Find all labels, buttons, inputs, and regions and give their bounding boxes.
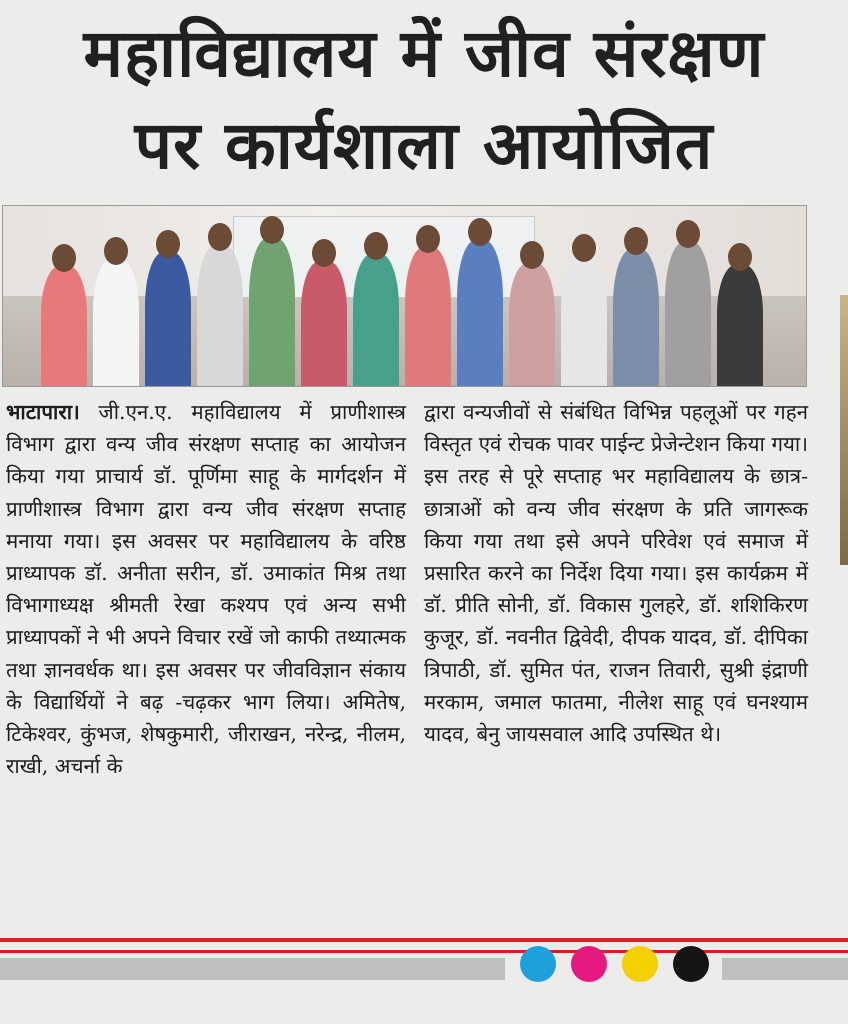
photo-person	[613, 249, 659, 386]
registration-dot-cyan	[520, 946, 556, 982]
photo-person-head	[104, 237, 128, 265]
photo-person-head	[520, 241, 544, 269]
dateline: भाटापारा।	[6, 400, 80, 424]
group-photo	[2, 205, 807, 387]
photo-person-head	[572, 234, 596, 262]
photo-person-head	[624, 227, 648, 255]
photo-person-head	[52, 244, 76, 272]
article-column-1	[6, 396, 406, 782]
red-rule-top	[0, 938, 848, 942]
photo-person-head	[208, 223, 232, 251]
adjacent-photo-edge	[840, 295, 848, 565]
gray-band-left	[0, 958, 505, 980]
headline-line-1: महाविद्यालय में जीव संरक्षण	[83, 15, 765, 92]
photo-person	[41, 266, 87, 386]
article-column-2	[424, 396, 808, 750]
photo-person	[93, 259, 139, 386]
photo-person-head	[728, 243, 752, 271]
photo-person	[509, 263, 555, 386]
photo-person	[457, 240, 503, 386]
photo-person-head	[416, 225, 440, 253]
headline-line-2: पर कार्यशाला आयोजित	[134, 107, 714, 184]
photo-person	[665, 242, 711, 386]
photo-person-head	[156, 230, 180, 258]
photo-person	[249, 238, 295, 386]
photo-person-head	[676, 220, 700, 248]
registration-dot-magenta	[571, 946, 607, 982]
gray-band-right	[722, 958, 848, 980]
photo-person	[405, 247, 451, 386]
red-rule-bottom	[0, 950, 848, 953]
photo-person-head	[260, 216, 284, 244]
photo-person	[717, 265, 763, 386]
photo-person	[197, 245, 243, 386]
column-1-text: जी.एन.ए. महाविद्यालय में प्राणीशास्त्र विभाग द्वारा वन्य जीव संरक्षण सप्ताह का आयोजन किया गया प्राचार्य डॉ. पूर्णिमा साहू के मार्गदर्शन में प्राणीशास्त्र विभाग द्वारा वन्य जीव संरक्षण सप्ताह मनाया गया। इस अवसर पर महाविद्यालय के वरिष्ठ प्राध्यापक डॉ. अनीता सरीन, डॉ. उमाकांत मिश्र तथा विभागाध्यक्ष श्रीमती रेखा कश्यप एवं अन्य सभी प्राध्यापकों ने भी अपने विचार रखें जो काफी तथ्यात्मक तथा ज्ञानवर्धक था। इस अवसर पर जीवविज्ञान संकाय के विद्यार्थियों ने बढ़ -चढ़कर भाग लिया। अमितेष, टिकेश्वर, कुंभज, शेषकुमारी, जीराखन, नरेन्द्र, नीलम, राखी, अचर्ना के	[6, 400, 406, 779]
photo-person-head	[364, 232, 388, 260]
photo-person	[301, 261, 347, 386]
photo-person	[561, 256, 607, 386]
registration-dot-yellow	[622, 946, 658, 982]
registration-dot-black	[673, 946, 709, 982]
headline	[0, 8, 848, 192]
column-2-text: द्वारा वन्यजीवों से संबंधित विभिन्न पहलूओं पर गहन विस्तृत एवं रोचक पावर पाईन्ट प्रेजेन्टेशन किया गया। इस तरह से पूरे सप्ताह भर महाविद्यालय के छात्र-छात्राओं को वन्य जीव संरक्षण के प्रति जागरूक किया गया तथा इसे अपने परिवेश एवं समाज में प्रसारित करने का निर्देश दिया गया। इस कार्यक्रम में डॉ. प्रीति सोनी, डॉ. विकास गुलहरे, डॉ. शशिकिरण कुजूर, डॉ. नवनीत द्विवेदी, दीपक यादव, डॉ. दीपिका त्रिपाठी, डॉ. सुमित पंत, राजन तिवारी, सुश्री इंद्राणी मरकाम, जमाल फातमा, नीलेश साहू एवं घनश्याम यादव, बेनु जायसवाल आदि उपस्थित थे।	[424, 400, 808, 747]
photo-person	[353, 254, 399, 386]
adjacent-column-edge	[818, 0, 848, 1024]
photo-person-head	[468, 218, 492, 246]
photo-person	[145, 252, 191, 386]
photo-person-head	[312, 239, 336, 267]
